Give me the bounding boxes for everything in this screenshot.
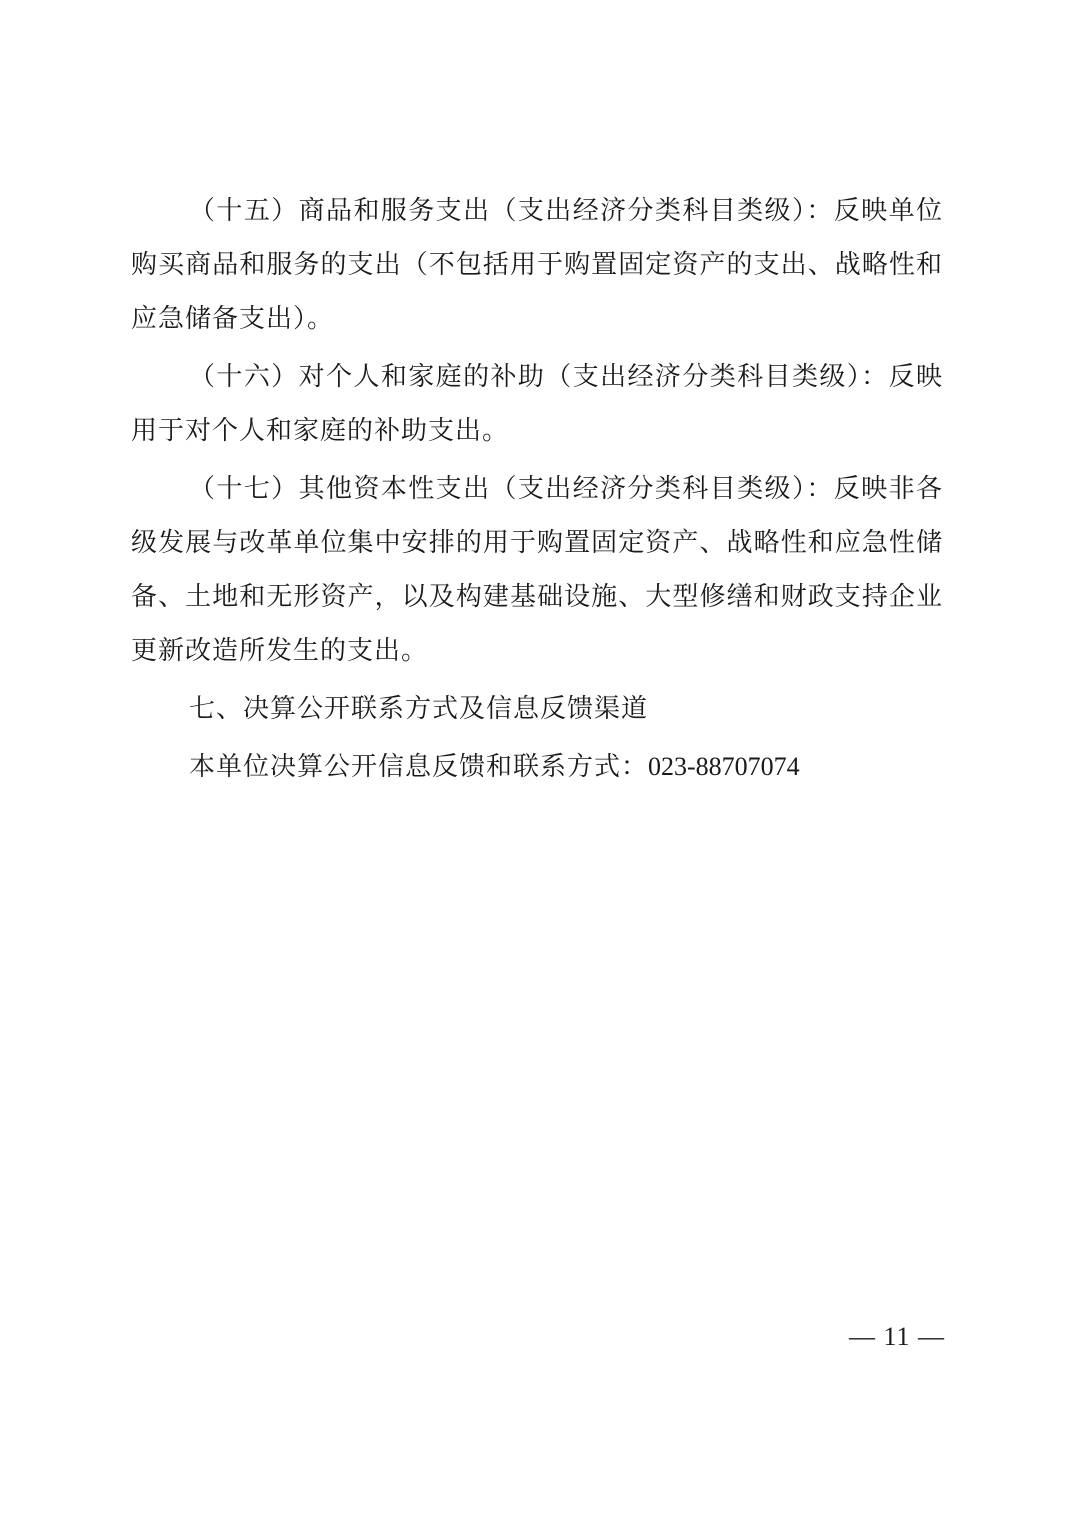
contact-line: [131, 740, 943, 794]
document-body: [131, 184, 943, 794]
page-number: — 11 —: [848, 1322, 945, 1351]
contact-label: 本单位决算公开信息反馈和联系方式：: [189, 752, 649, 782]
paragraph-item-17: （十七）其他资本性支出（支出经济分类科目类级）：反映非各级发展与改革单位集中安排的用于购置固定资产、战略性和应急性储备、土地和无形资产，以及构建基础设施、大型修缮和财政支持企业更新改造所发生的支出。: [131, 474, 943, 666]
paragraph-item-16: （十六）对个人和家庭的补助（支出经济分类科目类级）：反映用于对个人和家庭的补助支出。: [131, 362, 943, 446]
section-heading: 七、决算公开联系方式及信息反馈渠道: [189, 694, 649, 724]
contact-phone: 023-88707074: [648, 752, 800, 781]
paragraph-item-15: （十五）商品和服务支出（支出经济分类科目类级）：反映单位购买商品和服务的支出（不包括用于购置固定资产的支出、战略性和应急储备支出）。: [131, 196, 943, 334]
